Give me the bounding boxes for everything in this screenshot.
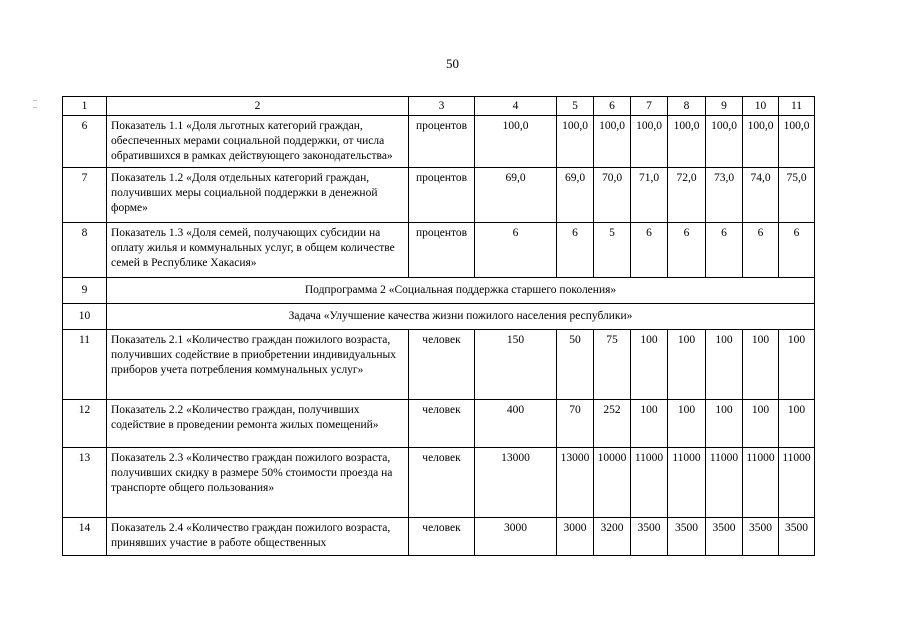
row-number: 9 (63, 278, 107, 304)
value-cell: 100 (779, 400, 815, 448)
value-cell: 252 (594, 400, 631, 448)
table-header-row (63, 97, 815, 116)
row-number: 14 (63, 518, 107, 556)
value-cell: 100 (743, 400, 779, 448)
row-number: 6 (63, 116, 107, 168)
value-cell: 100 (779, 330, 815, 400)
value-cell: 150 (475, 330, 557, 400)
table-row (63, 223, 815, 278)
value-cell: 73,0 (706, 168, 743, 223)
value-cell: 3500 (743, 518, 779, 556)
value-cell: 100,0 (743, 116, 779, 168)
column-header: 6 (594, 97, 631, 116)
value-cell: 400 (475, 400, 557, 448)
column-header: 7 (631, 97, 668, 116)
value-cell: 100 (631, 330, 668, 400)
indicator-name: Показатель 2.2 «Количество граждан, получивших содействие в проведении ремонта жилых помещений» (107, 400, 409, 448)
value-cell: 100,0 (475, 116, 557, 168)
value-cell: 70 (557, 400, 594, 448)
unit-cell: процентов (409, 168, 475, 223)
value-cell: 100 (706, 330, 743, 400)
table-row (63, 400, 815, 448)
value-cell: 3500 (779, 518, 815, 556)
column-header: 9 (706, 97, 743, 116)
margin-mark (33, 100, 37, 101)
table-row (63, 304, 815, 330)
value-cell: 6 (779, 223, 815, 278)
value-cell: 6 (631, 223, 668, 278)
column-header: 3 (409, 97, 475, 116)
value-cell: 6 (706, 223, 743, 278)
column-header: 8 (668, 97, 706, 116)
value-cell: 3500 (631, 518, 668, 556)
value-cell: 3500 (706, 518, 743, 556)
indicator-name: Показатель 2.4 «Количество граждан пожилого возраста, принявших участие в работе общественных (107, 518, 409, 556)
unit-cell: процентов (409, 116, 475, 168)
value-cell: 69,0 (475, 168, 557, 223)
unit-cell: человек (409, 448, 475, 518)
table-row (63, 518, 815, 556)
value-cell: 100 (706, 400, 743, 448)
value-cell: 100,0 (668, 116, 706, 168)
page-number: 50 (446, 56, 459, 71)
row-number: 8 (63, 223, 107, 278)
value-cell: 5 (594, 223, 631, 278)
column-header: 11 (779, 97, 815, 116)
indicators-table (62, 96, 815, 556)
value-cell: 100,0 (631, 116, 668, 168)
value-cell: 72,0 (668, 168, 706, 223)
value-cell: 3200 (594, 518, 631, 556)
column-header: 10 (743, 97, 779, 116)
value-cell: 70,0 (594, 168, 631, 223)
value-cell: 71,0 (631, 168, 668, 223)
value-cell: 6 (743, 223, 779, 278)
value-cell: 100,0 (706, 116, 743, 168)
table-row (63, 116, 815, 168)
value-cell: 3500 (668, 518, 706, 556)
indicator-name: Показатель 2.1 «Количество граждан пожилого возраста, получивших содействие в приобретении индивидуальных приборов учета потребления коммунальных услуг» (107, 330, 409, 400)
row-number: 7 (63, 168, 107, 223)
value-cell: 11000 (631, 448, 668, 518)
column-header: 1 (63, 97, 107, 116)
indicator-name: Показатель 1.3 «Доля семей, получающих субсидии на оплату жилья и коммунальных услуг, в общем количестве семей в Республике Хакасия» (107, 223, 409, 278)
value-cell: 10000 (594, 448, 631, 518)
value-cell: 100,0 (779, 116, 815, 168)
value-cell: 100,0 (557, 116, 594, 168)
value-cell: 100 (668, 330, 706, 400)
table-row (63, 448, 815, 518)
value-cell: 11000 (779, 448, 815, 518)
value-cell: 74,0 (743, 168, 779, 223)
value-cell: 50 (557, 330, 594, 400)
value-cell: 11000 (743, 448, 779, 518)
column-header: 2 (107, 97, 409, 116)
row-number: 13 (63, 448, 107, 518)
indicator-name: Показатель 1.2 «Доля отдельных категорий граждан, получивших меры социальной поддержки в денежной форме» (107, 168, 409, 223)
value-cell: 11000 (706, 448, 743, 518)
unit-cell: человек (409, 330, 475, 400)
unit-cell: процентов (409, 223, 475, 278)
table-row (63, 168, 815, 223)
indicator-name: Показатель 2.3 «Количество граждан пожилого возраста, получивших скидку в размере 50% стоимости проезда на транспорте общего пользования» (107, 448, 409, 518)
table-row (63, 278, 815, 304)
margin-mark (33, 107, 37, 108)
section-title: Задача «Улучшение качества жизни пожилого населения республики» (107, 304, 815, 330)
value-cell: 3000 (557, 518, 594, 556)
section-title: Подпрограмма 2 «Социальная поддержка старшего поколения» (107, 278, 815, 304)
value-cell: 100,0 (594, 116, 631, 168)
value-cell: 100 (743, 330, 779, 400)
value-cell: 13000 (557, 448, 594, 518)
value-cell: 6 (557, 223, 594, 278)
value-cell: 69,0 (557, 168, 594, 223)
unit-cell: человек (409, 400, 475, 448)
value-cell: 75 (594, 330, 631, 400)
value-cell: 13000 (475, 448, 557, 518)
value-cell: 11000 (668, 448, 706, 518)
column-header: 4 (475, 97, 557, 116)
column-header: 5 (557, 97, 594, 116)
row-number: 12 (63, 400, 107, 448)
value-cell: 75,0 (779, 168, 815, 223)
row-number: 11 (63, 330, 107, 400)
value-cell: 6 (668, 223, 706, 278)
value-cell: 3000 (475, 518, 557, 556)
value-cell: 100 (631, 400, 668, 448)
value-cell: 100 (668, 400, 706, 448)
row-number: 10 (63, 304, 107, 330)
table-row (63, 330, 815, 400)
unit-cell: человек (409, 518, 475, 556)
indicator-name: Показатель 1.1 «Доля льготных категорий граждан, обеспеченных мерами социальной поддержки, от числа обратившихся в рамках действующего законодательства» (107, 116, 409, 168)
value-cell: 6 (475, 223, 557, 278)
